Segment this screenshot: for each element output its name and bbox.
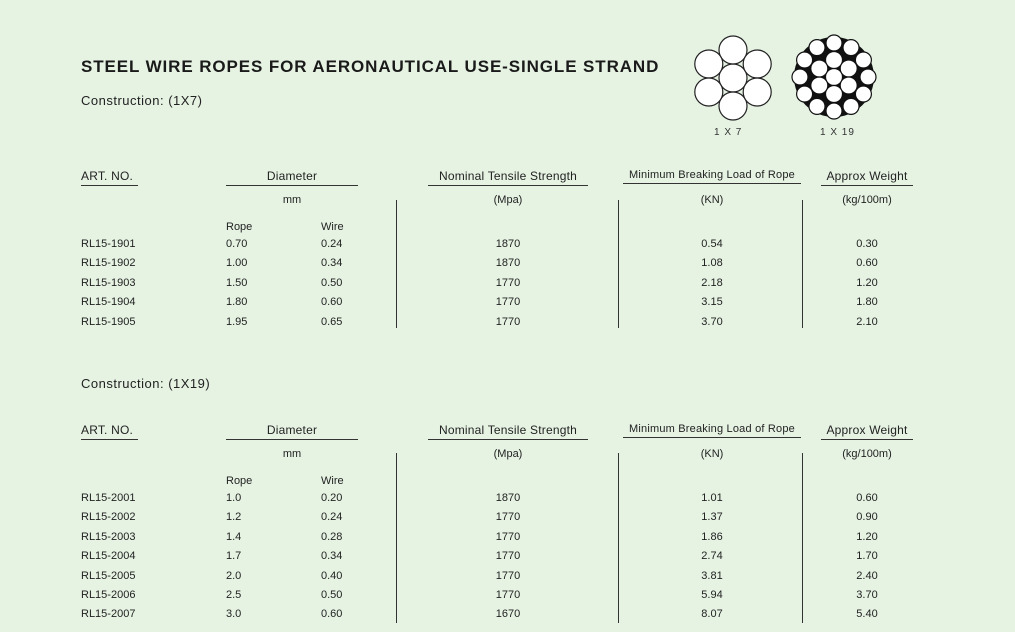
cell-wire-diameter: 0.50 <box>321 276 343 289</box>
cell-wire-diameter: 0.60 <box>321 296 343 309</box>
cell-wire-diameter: 0.24 <box>321 511 343 524</box>
cell-rope-diameter: 2.5 <box>226 589 242 601</box>
cell-rope-diameter: 1.95 <box>226 315 248 328</box>
header-wire: Wire <box>321 475 344 487</box>
cell-breaking-load: 3.15 <box>701 296 723 309</box>
cell-breaking-load: 3.81 <box>701 569 723 582</box>
cell-art-no: RL15-2003 <box>81 530 136 543</box>
cell-weight: 3.70 <box>856 589 878 601</box>
cell-wire-diameter: 0.34 <box>321 550 343 563</box>
header-art-no: ART. NO. <box>81 423 138 440</box>
rope-1x7-cross-section-icon <box>688 32 778 124</box>
rope-1x19-cross-section-icon <box>787 30 881 124</box>
figure-label-1x7: 1 X 7 <box>714 127 743 138</box>
cell-breaking-load: 2.74 <box>701 550 723 563</box>
cell-art-no: RL15-1905 <box>81 315 136 328</box>
construction-label-1x7: Construction: (1X7) <box>81 93 203 108</box>
header-wire: Wire <box>321 221 344 233</box>
header-diameter: Diameter <box>226 169 358 186</box>
cell-wire-diameter: 0.40 <box>321 569 343 582</box>
cell-breaking-load: 5.94 <box>701 589 723 601</box>
cell-rope-diameter: 2.0 <box>226 569 242 582</box>
column-divider <box>396 200 397 328</box>
header-weight-unit: (kg/100m) <box>842 194 892 206</box>
cell-breaking-load: 0.54 <box>701 238 723 250</box>
header-tensile-unit: (Mpa) <box>493 194 523 206</box>
header-rope: Rope <box>226 221 253 233</box>
header-breaking: Minimum Breaking Load of Rope <box>623 423 801 438</box>
cell-rope-diameter: 1.2 <box>226 511 242 524</box>
cell-wire-diameter: 0.28 <box>321 530 343 543</box>
cell-weight: 1.20 <box>856 276 878 289</box>
cell-weight: 0.30 <box>856 238 878 250</box>
header-breaking-unit: (KN) <box>700 194 724 206</box>
cell-tensile-strength: 1770 <box>495 550 521 563</box>
header-weight: Approx Weight <box>821 169 913 186</box>
cell-weight: 1.20 <box>856 530 878 543</box>
cell-weight: 0.60 <box>856 257 878 270</box>
construction-label-1x19: Construction: (1X19) <box>81 376 211 391</box>
cell-art-no: RL15-1902 <box>81 257 136 270</box>
cell-tensile-strength: 1770 <box>495 589 521 601</box>
cell-art-no: RL15-2002 <box>81 511 136 524</box>
cell-tensile-strength: 1770 <box>495 276 521 289</box>
cell-wire-diameter: 0.20 <box>321 492 343 504</box>
cell-weight: 1.70 <box>856 550 878 563</box>
cell-weight: 5.40 <box>856 608 878 621</box>
column-divider <box>802 200 803 328</box>
cell-wire-diameter: 0.65 <box>321 315 343 328</box>
cell-rope-diameter: 0.70 <box>226 238 248 250</box>
header-rope: Rope <box>226 475 253 487</box>
cell-breaking-load: 1.37 <box>701 511 723 524</box>
cell-tensile-strength: 1870 <box>495 238 521 250</box>
column-divider <box>618 453 619 623</box>
cell-breaking-load: 2.18 <box>701 276 723 289</box>
cell-art-no: RL15-2006 <box>81 589 136 601</box>
cell-tensile-strength: 1770 <box>495 511 521 524</box>
header-tensile-unit: (Mpa) <box>493 448 523 460</box>
header-tensile: Nominal Tensile Strength <box>428 423 588 440</box>
cell-wire-diameter: 0.34 <box>321 257 343 270</box>
cell-rope-diameter: 1.00 <box>226 257 248 270</box>
cell-breaking-load: 1.01 <box>701 492 723 504</box>
cell-tensile-strength: 1870 <box>495 257 521 270</box>
cell-art-no: RL15-1904 <box>81 296 136 309</box>
header-mm: mm <box>282 194 302 206</box>
header-weight-unit: (kg/100m) <box>842 448 892 460</box>
cell-wire-diameter: 0.60 <box>321 608 343 621</box>
cell-tensile-strength: 1770 <box>495 315 521 328</box>
cell-weight: 1.80 <box>856 296 878 309</box>
cell-tensile-strength: 1770 <box>495 296 521 309</box>
cell-rope-diameter: 1.80 <box>226 296 248 309</box>
cell-art-no: RL15-2005 <box>81 569 136 582</box>
cell-rope-diameter: 1.0 <box>226 492 242 504</box>
cell-weight: 0.90 <box>856 511 878 524</box>
column-divider <box>802 453 803 623</box>
cell-breaking-load: 1.08 <box>701 257 723 270</box>
figure-label-1x19: 1 X 19 <box>820 127 855 138</box>
page-title: STEEL WIRE ROPES FOR AERONAUTICAL USE-SINGLE STRAND <box>81 57 660 76</box>
cell-breaking-load: 3.70 <box>701 315 723 328</box>
cell-art-no: RL15-2007 <box>81 608 136 621</box>
cell-weight: 2.10 <box>856 315 878 328</box>
header-tensile: Nominal Tensile Strength <box>428 169 588 186</box>
cell-tensile-strength: 1770 <box>495 569 521 582</box>
cell-rope-diameter: 1.7 <box>226 550 242 563</box>
cell-tensile-strength: 1770 <box>495 530 521 543</box>
header-breaking: Minimum Breaking Load of Rope <box>623 169 801 184</box>
cell-rope-diameter: 1.4 <box>226 530 242 543</box>
header-diameter: Diameter <box>226 423 358 440</box>
cell-rope-diameter: 3.0 <box>226 608 242 621</box>
header-weight: Approx Weight <box>821 423 913 440</box>
cell-art-no: RL15-1903 <box>81 276 136 289</box>
cell-breaking-load: 1.86 <box>701 530 723 543</box>
cell-wire-diameter: 0.24 <box>321 238 343 250</box>
header-breaking-unit: (KN) <box>700 448 724 460</box>
cell-breaking-load: 8.07 <box>701 608 723 621</box>
cell-weight: 2.40 <box>856 569 878 582</box>
cell-wire-diameter: 0.50 <box>321 589 343 601</box>
cell-weight: 0.60 <box>856 492 878 504</box>
cell-art-no: RL15-2004 <box>81 550 136 563</box>
column-divider <box>396 453 397 623</box>
header-mm: mm <box>282 448 302 460</box>
cell-art-no: RL15-2001 <box>81 492 136 504</box>
column-divider <box>618 200 619 328</box>
cell-rope-diameter: 1.50 <box>226 276 248 289</box>
cell-art-no: RL15-1901 <box>81 238 136 250</box>
cell-tensile-strength: 1870 <box>495 492 521 504</box>
header-art-no: ART. NO. <box>81 169 138 186</box>
cell-tensile-strength: 1670 <box>495 608 521 621</box>
